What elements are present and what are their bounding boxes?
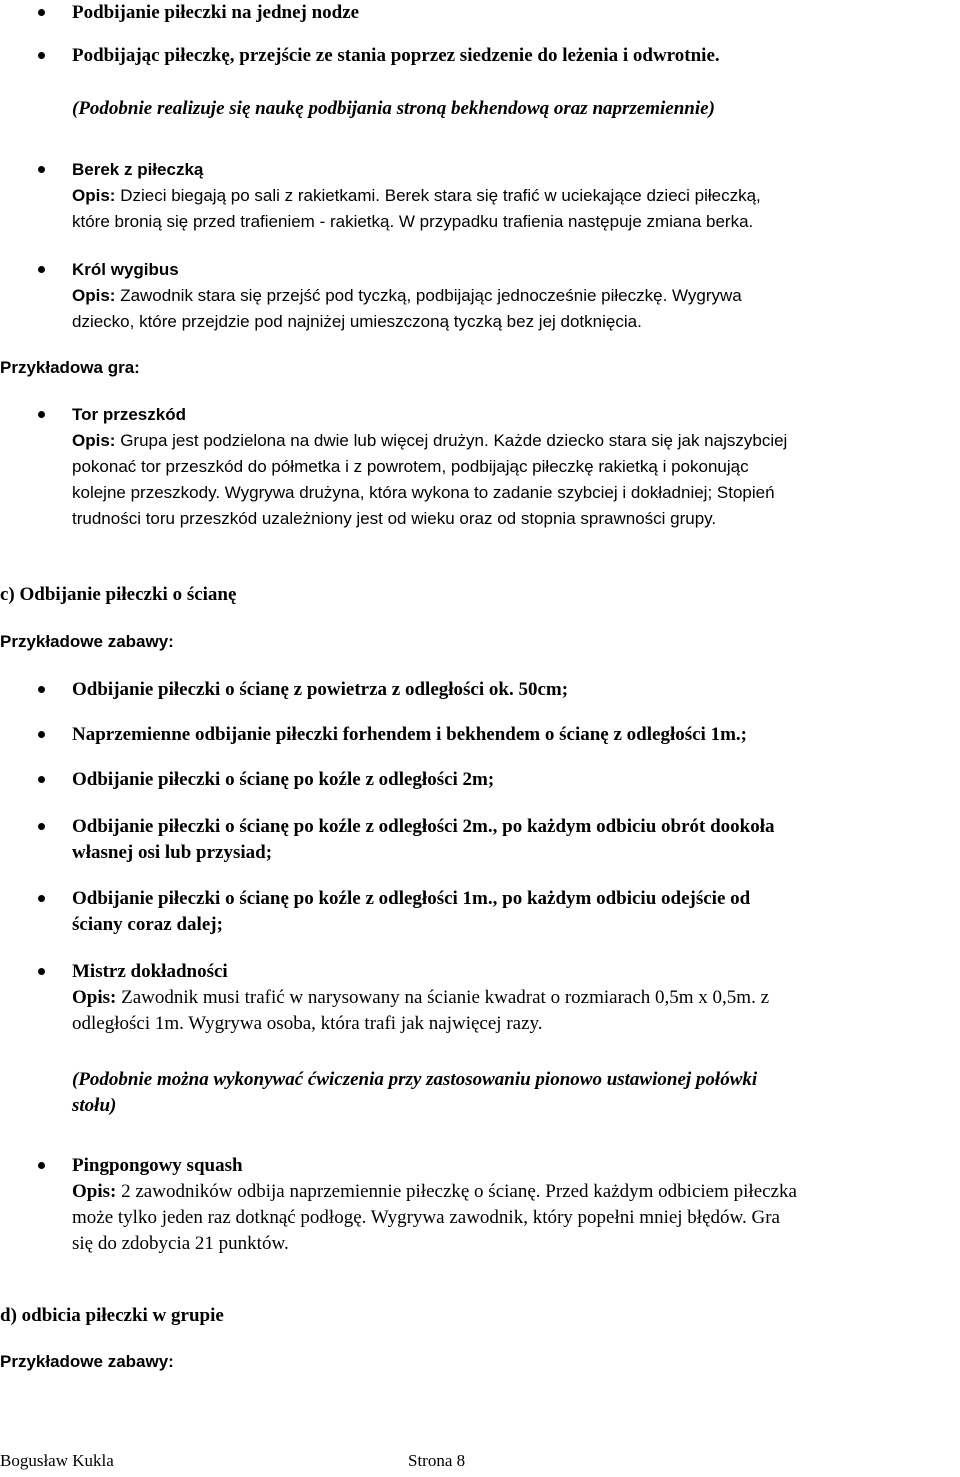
item-title: Podbijanie piłeczki na jednej nodze bbox=[72, 2, 360, 23]
list-item bbox=[72, 722, 960, 748]
item-title: Odbijanie piłeczki o ścianę z powietrza z odległości ok. 50cm; bbox=[72, 679, 569, 700]
bullet-dot bbox=[38, 895, 45, 902]
item-title: Tor przeszkód bbox=[72, 405, 186, 424]
item-title: Odbijanie piłeczki o ścianę po koźle z odległości 1m., po każdym odbiciu odejście od bbox=[72, 888, 751, 909]
item-title: ściany coraz dalej; bbox=[72, 914, 223, 935]
description-text: Dzieci biegają po sali z rakietkami. Berek stara się trafić w uciekające dzieci piłeczką, bbox=[120, 186, 761, 205]
footer-author: Bogusław Kukla bbox=[0, 1451, 114, 1470]
bullet-dot bbox=[38, 823, 45, 830]
section-heading-c: c) Odbijanie piłeczki o ścianę bbox=[0, 584, 237, 605]
item-title: własnej osi lub przysiad; bbox=[72, 842, 273, 863]
list-item-krol bbox=[72, 257, 960, 335]
note bbox=[72, 1067, 960, 1119]
list-item bbox=[72, 677, 960, 703]
opis-label: Opis: bbox=[72, 186, 116, 205]
subheading: Przykładowe zabawy: bbox=[0, 1352, 174, 1371]
bullet-dot bbox=[38, 266, 45, 273]
list-item-squash bbox=[72, 1153, 960, 1257]
note-text: (Podobnie można wykonywać ćwiczenia przy zastosowaniu pionowo ustawionej połówki bbox=[72, 1069, 758, 1090]
bullet-dot bbox=[38, 411, 45, 418]
bullet-dot bbox=[38, 968, 45, 975]
description-text: Zawodnik stara się przejść pod tyczką, podbijając jednocześnie piłeczkę. Wygrywa bbox=[120, 286, 742, 305]
item-description bbox=[72, 1179, 960, 1205]
bullet-dot bbox=[38, 1162, 45, 1169]
footer-page-number: Strona 8 bbox=[408, 1451, 466, 1470]
list-item-tor bbox=[72, 402, 960, 532]
bullet-dot bbox=[38, 686, 45, 693]
list-item-berek bbox=[72, 157, 960, 235]
opis-label: Opis: bbox=[72, 1181, 117, 1202]
description-text: kolejne przeszkody. Wygrywa drużyna, która wykona to zadanie szybciej i dokładniej; Stopień bbox=[72, 483, 775, 502]
list-item bbox=[72, 886, 960, 938]
description-text: trudności toru przeszkód uzależniony jest od wieku oraz od stopnia sprawności grupy. bbox=[72, 509, 717, 528]
bullet-dot bbox=[38, 9, 45, 16]
item-title: Pingpongowy squash bbox=[72, 1155, 243, 1176]
opis-label: Opis: bbox=[72, 286, 116, 305]
description-text: odległości 1m. Wygrywa osoba, która trafi jak najwięcej razy. bbox=[72, 1013, 543, 1034]
bullet-dot bbox=[38, 166, 45, 173]
subheading: Przykładowe zabawy: bbox=[0, 632, 174, 651]
opis-label: Opis: bbox=[72, 987, 117, 1008]
list-item bbox=[72, 0, 960, 26]
list-item bbox=[72, 43, 960, 69]
description-text: się do zdobycia 21 punktów. bbox=[72, 1233, 289, 1254]
note-text: stołu) bbox=[72, 1095, 117, 1116]
description-text: które bronią się przed trafieniem - rakietką. W przypadku trafienia następuje zmiana berka. bbox=[72, 212, 754, 231]
bullet-dot bbox=[38, 52, 45, 59]
section-heading-d: d) odbicia piłeczki w grupie bbox=[0, 1305, 224, 1326]
item-title: Mistrz dokładności bbox=[72, 961, 228, 982]
item-title: Odbijanie piłeczki o ścianę po koźle z odległości 2m; bbox=[72, 769, 495, 790]
item-title: Podbijając piłeczkę, przejście ze stania poprzez siedzenie do leżenia i odwrotnie. bbox=[72, 45, 720, 66]
note-text: (Podobnie realizuje się naukę podbijania stroną bekhendową oraz naprzemiennie) bbox=[72, 98, 715, 119]
item-title: Naprzemienne odbijanie piłeczki forhendem i bekhendem o ścianę z odległości 1m.; bbox=[72, 724, 747, 745]
description-text: 2 zawodników odbija naprzemiennie piłeczkę o ścianę. Przed każdym odbiciem piłeczka bbox=[121, 1181, 797, 1202]
description-text: pokonać tor przeszkód do półmetka i z powrotem, podbijając piłeczkę rakietką i pokonując bbox=[72, 457, 749, 476]
list-item bbox=[72, 814, 960, 866]
item-description bbox=[72, 283, 960, 309]
item-title: Odbijanie piłeczki o ścianę po koźle z odległości 2m., po każdym odbiciu obrót dookoła bbox=[72, 816, 775, 837]
bullet-dot bbox=[38, 731, 45, 738]
description-text: Zawodnik musi trafić w narysowany na ścianie kwadrat o rozmiarach 0,5m x 0,5m. z bbox=[121, 987, 770, 1008]
subheading: Przykładowa gra: bbox=[0, 358, 140, 377]
item-description bbox=[72, 183, 960, 209]
note bbox=[72, 96, 960, 122]
item-description bbox=[72, 985, 960, 1011]
description-text: może tylko jeden raz dotknąć podłogę. Wygrywa zawodnik, który popełni mniej błędów. Gra bbox=[72, 1207, 780, 1228]
description-text: dziecko, które przejdzie pod najniżej umieszczoną tyczką bez jej dotknięcia. bbox=[72, 312, 642, 331]
opis-label: Opis: bbox=[72, 431, 116, 450]
bullet-dot bbox=[38, 776, 45, 783]
description-text: Grupa jest podzielona na dwie lub więcej drużyn. Każde dziecko stara się jak najszybciej bbox=[120, 431, 788, 450]
list-item bbox=[72, 767, 960, 793]
list-item-mistrz bbox=[72, 959, 960, 1037]
item-title: Król wygibus bbox=[72, 260, 179, 279]
item-title: Berek z piłeczką bbox=[72, 160, 204, 179]
item-description bbox=[72, 428, 960, 454]
